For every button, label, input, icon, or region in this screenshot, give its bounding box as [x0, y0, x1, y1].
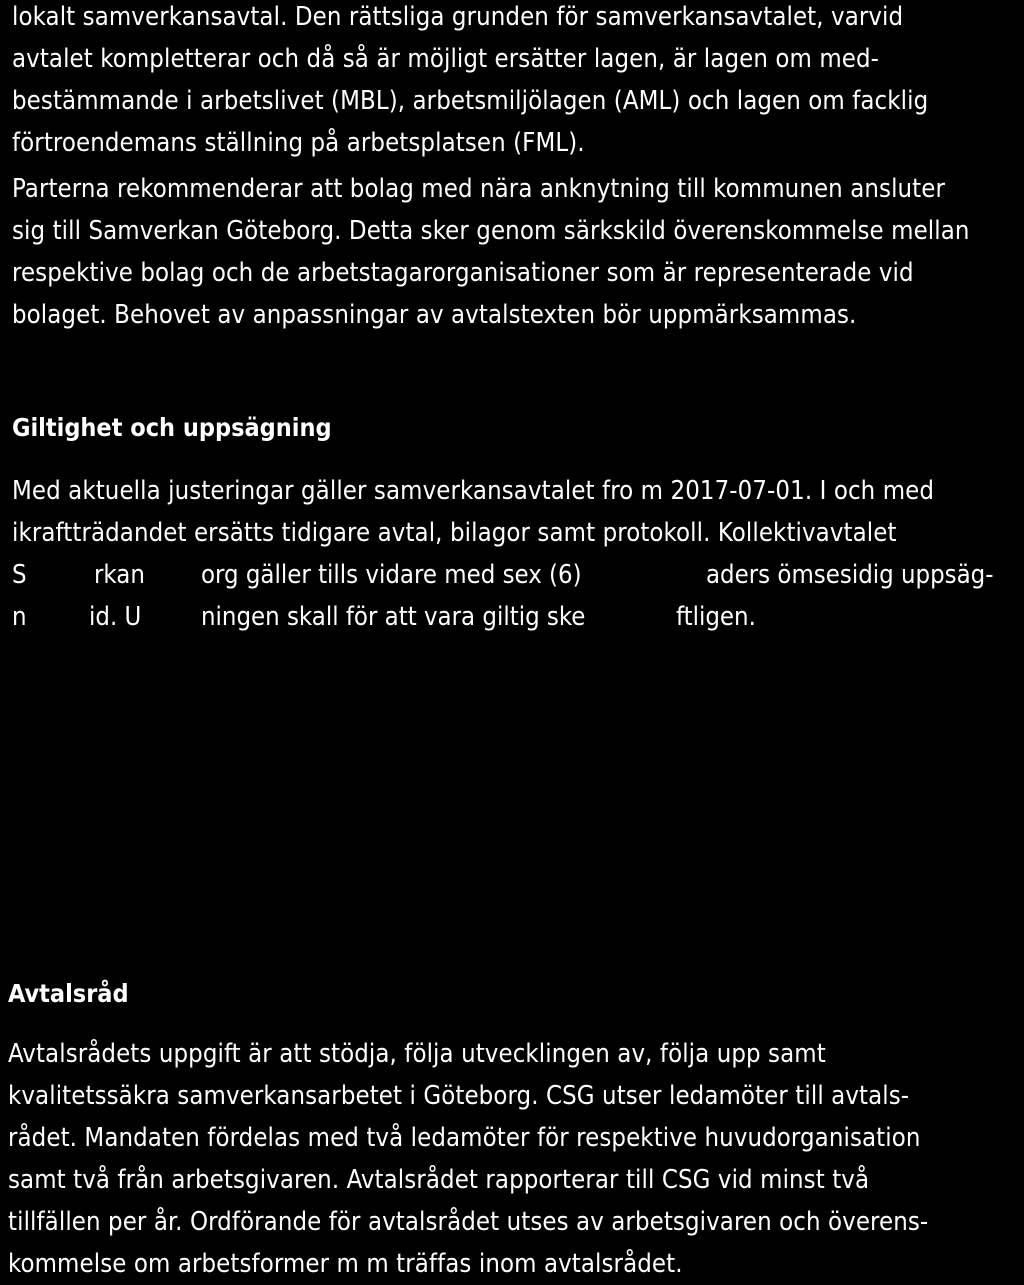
validity-fragment-row	[12, 596, 1016, 638]
validity-line: Med aktuella justeringar gäller samverkansavtalet fro m 2017-07-01. I och med	[12, 476, 935, 506]
council-line: kvalitetssäkra samverkansarbetet i Göteborg. CSG utser ledamöter till avtals-	[8, 1081, 910, 1111]
validity-fragment: org gäller tills vidare med sex (6)	[201, 560, 582, 590]
council-line: samt två från arbetsgivaren. Avtalsrådet rapporterar till CSG vid minst två	[8, 1165, 870, 1195]
council-line: tillfällen per år. Ordförande för avtalsrådet utses av arbetsgivaren och överens-	[8, 1207, 929, 1237]
intro-paragraph	[12, 0, 1016, 164]
recommendation-line: Parterna rekommenderar att bolag med nära anknytning till kommunen ansluter	[12, 174, 946, 204]
council-section	[8, 976, 1012, 1012]
validity-heading: Giltighet och uppsägning	[12, 413, 332, 442]
recommendation-line: sig till Samverkan Göteborg. Detta sker genom särkskild överenskommelse mellan	[12, 216, 970, 246]
recommendation-paragraph	[12, 168, 1016, 336]
council-line: rådet. Mandaten fördelas med två ledamöter för respektive huvudorganisation	[8, 1123, 921, 1153]
intro-line: förtroendemans ställning på arbetsplatsen (FML).	[12, 128, 585, 158]
council-line: Avtalsrådets uppgift är att stödja, följa utvecklingen av, följa upp samt	[8, 1039, 826, 1069]
validity-section	[12, 410, 1016, 446]
recommendation-line: respektive bolag och de arbetstagarorganisationer som är representerade vid	[12, 258, 914, 288]
validity-fragment: S	[12, 560, 27, 590]
intro-line: bestämmande i arbetslivet (MBL), arbetsmiljölagen (AML) och lagen om facklig	[12, 86, 929, 116]
intro-line: avtalet kompletterar och då så är möjligt ersätter lagen, är lagen om med-	[12, 44, 880, 74]
validity-fragment: ftligen.	[676, 602, 756, 632]
validity-line: ikraftträdandet ersätts tidigare avtal, bilagor samt protokoll. Kollektivavtalet	[12, 518, 897, 548]
validity-fragment: rkan	[94, 560, 145, 590]
validity-fragment: id. U	[89, 602, 142, 632]
council-heading: Avtalsråd	[8, 979, 129, 1008]
council-line: kommelse om arbetsformer m m träffas inom avtalsrådet.	[8, 1249, 683, 1279]
recommendation-line: bolaget. Behovet av anpassningar av avtalstexten bör uppmärksammas.	[12, 300, 857, 330]
validity-paragraph	[12, 470, 1016, 638]
validity-fragment: aders ömsesidig uppsäg-	[706, 560, 994, 590]
intro-line: lokalt samverkansavtal. Den rättsliga grunden för samverkansavtalet, varvid	[12, 2, 904, 32]
validity-fragment-row	[12, 554, 1016, 596]
validity-fragment: n	[12, 602, 27, 632]
validity-fragment: ningen skall för att vara giltig ske	[201, 602, 586, 632]
council-paragraph	[8, 1033, 1012, 1285]
